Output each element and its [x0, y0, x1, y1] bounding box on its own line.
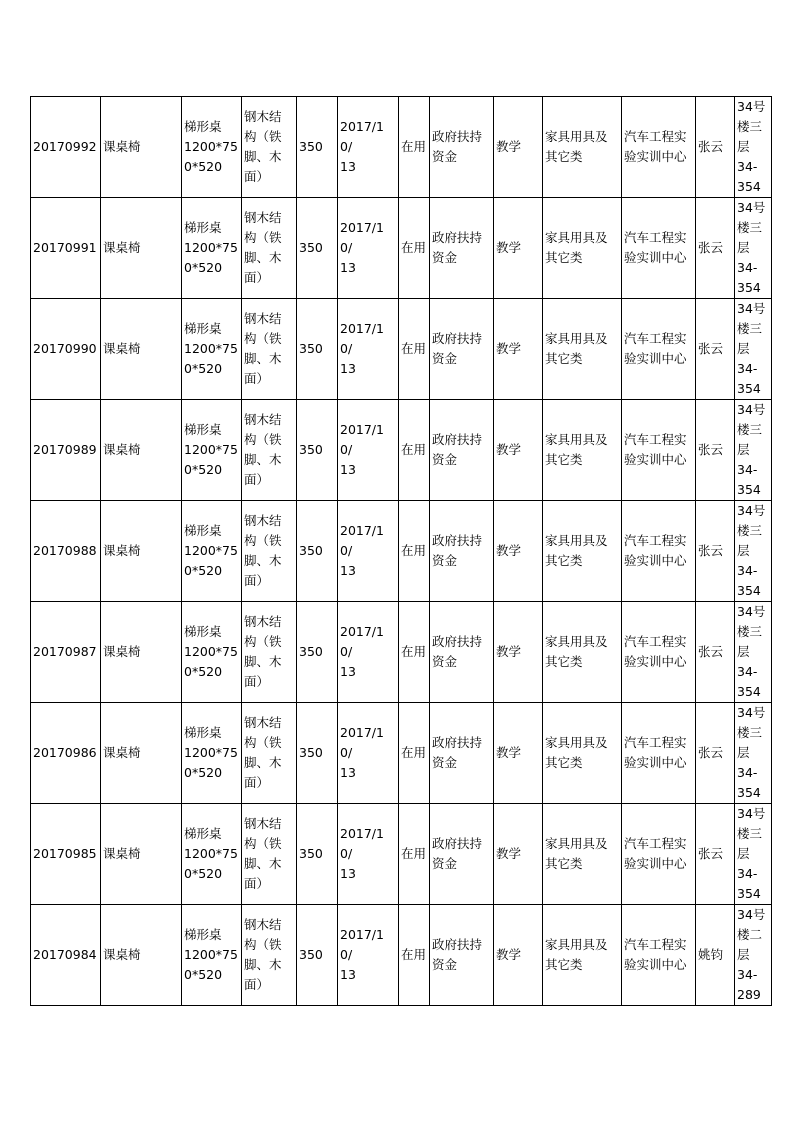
location-cell: 34号 楼三 层 34- 354 — [735, 299, 772, 400]
keeper-cell: 张云 — [696, 299, 735, 400]
category-cell: 家具用具及 其它类 — [543, 501, 622, 602]
status-cell: 在用 — [399, 501, 430, 602]
asset-table — [30, 96, 772, 1006]
funding-cell: 政府扶持 资金 — [430, 97, 494, 198]
material-cell: 钢木结 构（铁 脚、木 面） — [242, 501, 297, 602]
price-cell: 350 — [297, 602, 338, 703]
funding-cell: 政府扶持 资金 — [430, 198, 494, 299]
asset-name-cell: 课桌椅 — [101, 703, 182, 804]
table-row — [31, 501, 772, 602]
location-cell: 34号 楼三 层 34- 354 — [735, 97, 772, 198]
asset-id-cell: 20170989 — [31, 400, 101, 501]
asset-name-cell: 课桌椅 — [101, 804, 182, 905]
asset-name-cell: 课桌椅 — [101, 501, 182, 602]
price-cell: 350 — [297, 400, 338, 501]
keeper-cell: 张云 — [696, 804, 735, 905]
funding-cell: 政府扶持 资金 — [430, 501, 494, 602]
asset-name-cell: 课桌椅 — [101, 299, 182, 400]
price-cell: 350 — [297, 299, 338, 400]
category-cell: 家具用具及 其它类 — [543, 299, 622, 400]
department-cell: 汽车工程实 验实训中心 — [622, 905, 696, 1006]
usage-cell: 教学 — [494, 501, 543, 602]
price-cell: 350 — [297, 97, 338, 198]
table-row — [31, 97, 772, 198]
department-cell: 汽车工程实 验实训中心 — [622, 501, 696, 602]
table-row — [31, 299, 772, 400]
keeper-cell: 张云 — [696, 400, 735, 501]
funding-cell: 政府扶持 资金 — [430, 299, 494, 400]
material-cell: 钢木结 构（铁 脚、木 面） — [242, 97, 297, 198]
price-cell: 350 — [297, 198, 338, 299]
usage-cell: 教学 — [494, 299, 543, 400]
asset-name-cell: 课桌椅 — [101, 602, 182, 703]
price-cell: 350 — [297, 501, 338, 602]
location-cell: 34号 楼三 层 34- 354 — [735, 400, 772, 501]
status-cell: 在用 — [399, 198, 430, 299]
department-cell: 汽车工程实 验实训中心 — [622, 97, 696, 198]
category-cell: 家具用具及 其它类 — [543, 703, 622, 804]
usage-cell: 教学 — [494, 905, 543, 1006]
funding-cell: 政府扶持 资金 — [430, 400, 494, 501]
category-cell: 家具用具及 其它类 — [543, 602, 622, 703]
date-cell: 2017/10/ 13 — [338, 501, 399, 602]
asset-id-cell: 20170986 — [31, 703, 101, 804]
table-row — [31, 703, 772, 804]
keeper-cell: 张云 — [696, 97, 735, 198]
keeper-cell: 张云 — [696, 703, 735, 804]
status-cell: 在用 — [399, 299, 430, 400]
funding-cell: 政府扶持 资金 — [430, 905, 494, 1006]
department-cell: 汽车工程实 验实训中心 — [622, 299, 696, 400]
table-row — [31, 602, 772, 703]
date-cell: 2017/10/ 13 — [338, 602, 399, 703]
department-cell: 汽车工程实 验实训中心 — [622, 198, 696, 299]
location-cell: 34号 楼三 层 34- 354 — [735, 198, 772, 299]
category-cell: 家具用具及 其它类 — [543, 97, 622, 198]
usage-cell: 教学 — [494, 400, 543, 501]
funding-cell: 政府扶持 资金 — [430, 602, 494, 703]
asset-name-cell: 课桌椅 — [101, 97, 182, 198]
date-cell: 2017/10/ 13 — [338, 400, 399, 501]
usage-cell: 教学 — [494, 703, 543, 804]
status-cell: 在用 — [399, 905, 430, 1006]
table-row — [31, 198, 772, 299]
keeper-cell: 张云 — [696, 602, 735, 703]
price-cell: 350 — [297, 703, 338, 804]
material-cell: 钢木结 构（铁 脚、木 面） — [242, 198, 297, 299]
model-cell: 梯形桌 1200*75 0*520 — [182, 299, 242, 400]
status-cell: 在用 — [399, 400, 430, 501]
model-cell: 梯形桌 1200*75 0*520 — [182, 602, 242, 703]
model-cell: 梯形桌 1200*75 0*520 — [182, 400, 242, 501]
usage-cell: 教学 — [494, 602, 543, 703]
usage-cell: 教学 — [494, 804, 543, 905]
date-cell: 2017/10/ 13 — [338, 905, 399, 1006]
material-cell: 钢木结 构（铁 脚、木 面） — [242, 602, 297, 703]
model-cell: 梯形桌 1200*75 0*520 — [182, 804, 242, 905]
table-row — [31, 905, 772, 1006]
category-cell: 家具用具及 其它类 — [543, 198, 622, 299]
location-cell: 34号 楼二 层 34- 289 — [735, 905, 772, 1006]
status-cell: 在用 — [399, 97, 430, 198]
asset-id-cell: 20170992 — [31, 97, 101, 198]
asset-id-cell: 20170991 — [31, 198, 101, 299]
model-cell: 梯形桌 1200*75 0*520 — [182, 703, 242, 804]
location-cell: 34号 楼三 层 34- 354 — [735, 804, 772, 905]
material-cell: 钢木结 构（铁 脚、木 面） — [242, 299, 297, 400]
asset-id-cell: 20170988 — [31, 501, 101, 602]
date-cell: 2017/10/ 13 — [338, 804, 399, 905]
model-cell: 梯形桌 1200*75 0*520 — [182, 97, 242, 198]
status-cell: 在用 — [399, 703, 430, 804]
department-cell: 汽车工程实 验实训中心 — [622, 602, 696, 703]
funding-cell: 政府扶持 资金 — [430, 804, 494, 905]
asset-id-cell: 20170984 — [31, 905, 101, 1006]
date-cell: 2017/10/ 13 — [338, 198, 399, 299]
date-cell: 2017/10/ 13 — [338, 703, 399, 804]
location-cell: 34号 楼三 层 34- 354 — [735, 703, 772, 804]
date-cell: 2017/10/ 13 — [338, 299, 399, 400]
usage-cell: 教学 — [494, 97, 543, 198]
material-cell: 钢木结 构（铁 脚、木 面） — [242, 400, 297, 501]
asset-name-cell: 课桌椅 — [101, 905, 182, 1006]
funding-cell: 政府扶持 资金 — [430, 703, 494, 804]
asset-name-cell: 课桌椅 — [101, 198, 182, 299]
usage-cell: 教学 — [494, 198, 543, 299]
price-cell: 350 — [297, 905, 338, 1006]
keeper-cell: 姚钧 — [696, 905, 735, 1006]
keeper-cell: 张云 — [696, 198, 735, 299]
material-cell: 钢木结 构（铁 脚、木 面） — [242, 905, 297, 1006]
price-cell: 350 — [297, 804, 338, 905]
asset-id-cell: 20170985 — [31, 804, 101, 905]
asset-id-cell: 20170987 — [31, 602, 101, 703]
asset-id-cell: 20170990 — [31, 299, 101, 400]
department-cell: 汽车工程实 验实训中心 — [622, 703, 696, 804]
category-cell: 家具用具及 其它类 — [543, 804, 622, 905]
model-cell: 梯形桌 1200*75 0*520 — [182, 198, 242, 299]
location-cell: 34号 楼三 层 34- 354 — [735, 501, 772, 602]
category-cell: 家具用具及 其它类 — [543, 905, 622, 1006]
keeper-cell: 张云 — [696, 501, 735, 602]
date-cell: 2017/10/ 13 — [338, 97, 399, 198]
department-cell: 汽车工程实 验实训中心 — [622, 804, 696, 905]
category-cell: 家具用具及 其它类 — [543, 400, 622, 501]
status-cell: 在用 — [399, 602, 430, 703]
material-cell: 钢木结 构（铁 脚、木 面） — [242, 804, 297, 905]
model-cell: 梯形桌 1200*75 0*520 — [182, 905, 242, 1006]
material-cell: 钢木结 构（铁 脚、木 面） — [242, 703, 297, 804]
asset-name-cell: 课桌椅 — [101, 400, 182, 501]
model-cell: 梯形桌 1200*75 0*520 — [182, 501, 242, 602]
table-body — [31, 97, 772, 1006]
location-cell: 34号 楼三 层 34- 354 — [735, 602, 772, 703]
table-row — [31, 804, 772, 905]
status-cell: 在用 — [399, 804, 430, 905]
department-cell: 汽车工程实 验实训中心 — [622, 400, 696, 501]
table-row — [31, 400, 772, 501]
